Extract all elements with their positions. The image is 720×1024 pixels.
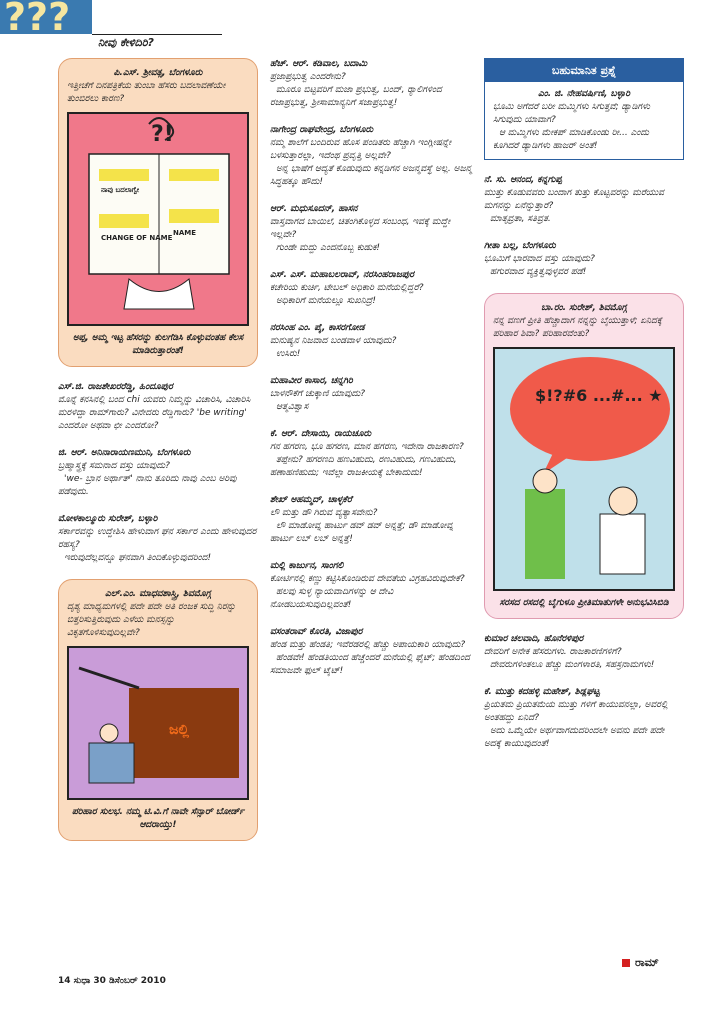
- question: ಕಚೇರಿಯ ಕುರ್ಚಿ, ಟೇಬಲ್ ಅಧಿಕಾರಿ ಮನೆಯಲ್ಲಿದ್ದರೆ?: [270, 283, 424, 293]
- question: ಹೆಂಡ ಮತ್ತು ಹೆಂಡತಿ; ಇವೆರಡರಲ್ಲಿ ಹೆಚ್ಚು ಅಪಾಯಕಾರಿ ಯಾವುದು?: [270, 640, 466, 650]
- qa-item: [58, 381, 258, 433]
- answer: ಅದು ಒಮ್ಮೆಯೇ ಅರ್ಥವಾಗದುದರಿಂದಲೇ ಅವನು ಪದೇ ಪದೇ ಅದಕ್ಕೆ ಕಾಯುವುದಂತೆ!: [484, 726, 665, 749]
- answer: ದೇವರುಗಳಿಂತಲೂ ಹೆಚ್ಚು ಮಂಗಳಾರತಿ, ಸಹಸ್ರನಾಮಗಳು!: [490, 660, 655, 670]
- paper-line-3: NAME: [173, 229, 197, 237]
- asker-name: ಎಸ್.ಜಿ. ರಾಜಶೇಖರರೆಡ್ಡಿ, ಹಿಂದೂಪುರ: [58, 382, 173, 392]
- qa-item: [484, 174, 684, 226]
- tv-label: ಜಲ್ಲಿ: [169, 722, 189, 738]
- featured-body: [485, 82, 683, 159]
- question-box-2: [58, 579, 258, 841]
- answer: ಹೆಂಡವೇ! ಹೆಂಡತಿಯಿಂದ ಹೆಚ್ಚೆಂದರೆ ಮನೆಯಲ್ಲಿ ಫೈಟ್; ಹೆಂಡದಿಂದ ಸಮಾಜವೇ ಫುಲ್ ಟೈಟ್!: [270, 653, 470, 676]
- qa-item: [270, 494, 475, 546]
- asker-name: ಶೇಖ್ ಅಹಮ್ಮದ್, ಚಾಳ್ಳಕೆರೆ: [270, 495, 353, 505]
- question: ಸರ್ಕಾರವನ್ನು ಉದ್ದೇಶಿಸಿ ಹೇಳುವಾಗ ಘನ ಸರ್ಕಾರ ಎಂದು ಹೇಳುವುದರ ರಹಸ್ಯ?: [58, 527, 257, 550]
- qa-item: [270, 428, 475, 480]
- qa-item: [270, 375, 475, 414]
- answer: ಆ ಮಮ್ಮಿಗಳು ಮೇಕಪ್ ಮಾಡಿಕೊಂಡು ರೀ... ಎಂದು ಕೂಗಿದರೆ ಡ್ಯಾಡಿಗಳು ಹಾಜರ್ ಅಂತೆ!: [493, 128, 650, 151]
- qa-item: [270, 124, 475, 189]
- asker-name: ಎಸ್. ಎಸ್. ಮಹಾಬಲರಾವ್, ನರಸಿಂಹರಾಜಪುರ: [270, 270, 414, 280]
- column-1: [58, 58, 258, 855]
- answer: ಮೂರೂ ಬಿಟ್ಟವರಿಗೆ ಮಜಾ ಪ್ರಭುತ್ವ, ಬಂದ್, ರ‍್ಯಾಲಿಗಳಿಂದ ರಜಾಪ್ರಭುತ್ವ, ಶ್ರೀಸಾಮಾನ್ಯನಿಗೆ ಸಜಾಪ್ರಭುತ್ವ!: [270, 85, 442, 108]
- qa-item: [58, 447, 258, 499]
- couple-illustration: [495, 349, 675, 585]
- answer: ಹಗುರವಾದ ವ್ಯಕ್ತಿತ್ವವುಳ್ಳವರ ಪಡೆ!: [490, 267, 587, 277]
- question-box-3: [484, 293, 684, 619]
- question: ನನ್ನ ವಣಗೆ ಪ್ರೀತಿ ಹೆಚ್ಚಾದಾಗ ನನ್ನನ್ನು ಬೈಯುತ್ತಾಳೆ; ಏನಿದಕ್ಕೆ ಪರಿಹಾರ ಶಿವಾ? ಪರಿಹಾರವೆಂತು?: [493, 316, 663, 339]
- asker-name: ಎಂ. ಜಿ. ನೇಹವರ್ಷಿಣಿ, ಬಳ್ಳಾರಿ: [537, 89, 631, 99]
- asker-name: ನಾಗೇಂದ್ರ ರಾಘವೇಂದ್ರ, ಬೆಂಗಳೂರು: [270, 125, 374, 135]
- newspaper-cartoon: [67, 112, 249, 326]
- qa-item: [484, 686, 684, 751]
- tv-cartoon: [67, 646, 249, 800]
- asker-name: ವಸಂತರಾವ್ ಕೊರತಿ, ವಿಜಾಪುರ: [270, 627, 363, 637]
- answer: ಗುಂಡೇ ಮದ್ದು ಎಂದನೊಬ್ಬ ಕುಡುಕ!: [276, 243, 381, 253]
- answer: 'we- ಬ್ರಾನ ಅರ್ಥಾತ್' ನಾನು ತೂರಿದು ನಾವು ಎಂಬ ಅರಿವು ಪಡೆವುದು.: [58, 474, 237, 497]
- asker-name: ಎಲ್.ಎಂ. ಮಾಧವಶಾಸ್ತ್ರಿ, ಶಿವಮೊಗ್ಗ: [104, 589, 212, 599]
- asker-name: ಆರ್. ಮಧುಸೂದನ್, ಹಾಸನ: [270, 204, 358, 214]
- question: ಪ್ರಜಾಪ್ರಭುತ್ವ ಎಂದರೇನು?: [270, 72, 346, 82]
- asker-name: ಮಲ್ಲಿ ಕಾರ್ಜುನ, ಸಾಂಗಲಿ: [270, 561, 344, 571]
- question: ಮನುಷ್ಯನ ನಿಜವಾದ ಬಂಡವಾಳ ಯಾವುದು?: [270, 336, 397, 346]
- answer: ಇರುವುದೆಲ್ಲವನ್ನೂ ಘನವಾಗಿ ತಿಂದಿಕೊಳ್ಳುವುದರಿಂದ!: [64, 553, 212, 563]
- qa-item: [58, 513, 258, 565]
- qa-item: [270, 626, 475, 678]
- qa-item: [270, 58, 475, 110]
- caption: ಅಪ್ಪ, ಅಮ್ಮ ಇಟ್ಟ ಹೆಸರನ್ನು ಕುಲಗೆಡಿಸಿ ಕೊಳ್ಳುವಂತಹ ಕೆಲಸ ಮಾಡಿರುತ್ತಾರಂತೆ!: [72, 333, 244, 356]
- tv-illustration: [69, 648, 249, 794]
- qa-item: [270, 203, 475, 255]
- asker-name: ನರಸಿಂಹ ಎಂ. ಪೈ, ಕಾಸರಗೋಡ: [270, 323, 365, 333]
- asker-name: ಕುಮಾರ ಚಲವಾದಿ, ಹೊನೆರಳಿಪುರ: [484, 634, 584, 644]
- question: ಲೌ ಮತ್ತು ಡೌ ಗಿರುವ ವ್ಯತ್ಯಾಸವೇನು?: [270, 508, 378, 518]
- logo-marks: ???: [4, 0, 71, 34]
- question: ಇತ್ತೀಚೆಗೆ ದಿನಪತ್ರಿಕೆಯ ತುಂಬಾ ಹೆಸರು ಬದಲಾವಣೆಯೇ ತುಂಬಿರಲು ಕಾರಣ?: [67, 81, 226, 104]
- featured-question: [484, 58, 684, 160]
- asker-name: ಮೋಳಕಾಲ್ಮೂರು ಸುರೇಶ್, ಬಳ್ಳಾರಿ: [58, 514, 158, 524]
- qa-item: [270, 560, 475, 612]
- asker-name: ಕೆ. ಆರ್. ದೇಸಾಯಿ, ರಾಯಚೂರು: [270, 429, 372, 439]
- asker-name: ಗೀತಾ ಬಲ್ಲ, ಬೆಂಗಳೂರು: [484, 241, 556, 251]
- question-marks-logo: [0, 0, 92, 34]
- qa-item: [484, 633, 684, 672]
- asker-name: ಕೆ. ಮುತ್ತು ಕದಹಳ್ಳಿ ಮಹೇಶ್, ಶಿಡ್ಲಘಟ್ಟ: [484, 687, 600, 697]
- asker-name: ಮಹಾವೀರ ಕಾಸಾರ, ಚನ್ನಗಿರಿ: [270, 376, 353, 386]
- asker-name: ಜಿ. ಆರ್. ಅನಿನಾರಾಯಣಮುನಿ, ಬೆಂಗಳೂರು: [58, 448, 191, 458]
- couple-cartoon: [493, 347, 675, 591]
- question: ಭೂಮಿಗೆ ಭಾರವಾದ ವಸ್ತು ಯಾವುದು?: [484, 254, 595, 264]
- answer: ಅಧಿಕಾರಿಗೆ ಮನೆಯಲ್ಲೂ ಸುಖನಿದ್ರೆ!: [276, 296, 376, 306]
- answer: ಅನ್ನ ಭಾಷೆಗೆ ಆದ್ಯತೆ ಕೊಡುವುದು ಕನ್ನಡಿಗನ ಅಜನ್ಮವಸ್ಥೆ ಅಲ್ಲ. ಅಜನ್ಮ ಸಿದ್ಧಹಕ್ಕೂ ಹೌದು!: [270, 164, 472, 187]
- question: ಕೋರ್ಟಿನಲ್ಲಿ ಕಣ್ಣು ಕಟ್ಟಿಸಿಕೊಂಡಿರುವ ದೇವತೆಯ ವಿಗ್ರಹವಿರುವುದೇಕೆ?: [270, 574, 465, 584]
- column-2: [270, 58, 475, 692]
- question: ಬಾಳನೌಕೆಗೆ ಚುಕ್ಕಾಣಿ ಯಾವುದು?: [270, 389, 365, 399]
- answer: ಆತ್ಮವಿಶ್ವಾಸ: [276, 402, 309, 412]
- question: ದೇವರಿಗೆ ಅನೇಕ ಹೆಸರುಗಳು. ರಾಜಕಾರಣಿಗಳಿಗೆ?: [484, 647, 622, 657]
- answer: ಲೌ ಮಾಡೋವ್ನ ಹಾರ್ಟು ಡವ್ ಡವ್ ಅನ್ನತ್ತೆ; ಡೌ ಮಾಡೋವ್ನ ಹಾರ್ಟು ಲಬ್ ಲಬ್ ಅನ್ನತ್ತೆ!: [270, 521, 454, 544]
- header-rule: [92, 34, 222, 35]
- asker-name: ನೆ. ಸು. ಆನಂದ, ಕನ್ನಗುಪ್ಪ: [484, 175, 562, 185]
- question: ಗನ ಹಗರಣ, ಭೂ ಹಗರಣ, ಮಾನ ಹಗರಣ, ಇದೇನಾ ರಾಜಕಾರಣ?: [270, 442, 464, 452]
- featured-heading: ಬಹುಮಾನಿತ ಪ್ರಶ್ನೆ: [485, 59, 683, 82]
- qa-item: [270, 269, 475, 308]
- asker-name: ಪಿ.ಎಸ್. ಶ್ರೀವತ್ಸ, ಬೆಂಗಳೂರು: [113, 68, 203, 78]
- speech-bubble-shape: [510, 357, 670, 461]
- qa-item: [270, 322, 475, 361]
- question: ಮೊನ್ನೆ ಕನಸಿನಲ್ಲಿ ಬಂದ chi ಯವರು ನಿಮ್ಮನ್ನು ವಿಚಾರಿಸಿ, ವಿಚಾರಿಸಿ ಮರಳಿದ್ದಾ ರಾಮ್‌ಗಾರು? ವಿನೇದರು ರೆಡ್ಡಿಗಾರು? 'be writing' ಎಂದರೋ ಅಥವಾ ಛೀ ಎಂದರೋ?: [58, 395, 251, 431]
- page-footer: 14 ಸುಧಾ 30 ಡಿಸೆಂಬರ್ 2010: [58, 976, 166, 986]
- question: ದೃಶ್ಯ ಮಾಧ್ಯಮಗಳಲ್ಲಿ ಪದೇ ಪದೇ ಅತಿ ರಂಜಕ ಸುದ್ದಿ ನಿರನ್ನು ಬಿತ್ತರಿಸುತ್ತಿರುವುದು ಎಳೆಯ ಮನಸ್ಸನ್ನು ವಿಕೃತಗೊಳಿಸುವುದಿಲ್ಲವೇ?: [67, 602, 236, 638]
- question-box-1: [58, 58, 258, 367]
- qa-item: [484, 240, 684, 279]
- question: ಮುತ್ತು ಕೊಡುವವರು ಬಂದಾಗ ತುತ್ತು ಕೊಟ್ಟವರನ್ನು ಮರೆಯುವ ಮಗನನ್ನು ಏನೆನ್ನುತ್ತಾರೆ?: [484, 188, 664, 211]
- question: ಭೂಮಿ ಅಗೆದರೆ ಬರೀ ಮಮ್ಮಿಗಳು ಸಿಗುತ್ತವೆ; ಡ್ಯಾಡಿಗಳು ಸಿಗುವುದು ಯಾವಾಗ?: [493, 102, 650, 125]
- bubble-text: $!?#6 ...#... ★: [535, 386, 663, 405]
- question: ನಮ್ಮ ಶಾಲೆಗೆ ಬಂದಿರುವ ಹೊಸ ಪಂಡಿತರು ಹೆಚ್ಚಾಗಿ ಇಂಗ್ಲೀಷನ್ನೇ ಬಳಸುತ್ತಾರಲ್ಲಾ, ಇದೆಂಥ ಪ್ರವೃತ್ತಿ ಅಲ್ಲವೇ?: [270, 138, 452, 161]
- asker-name: ಹೆಚ್. ಆರ್. ಕಡಿವಾಲ, ಬದಾಮಿ: [270, 59, 368, 69]
- answer: ತಪ್ಪೇನು? ಹಗರಣದಿ ಹಣವಿಹುದು, ರಣವಿಹುದು, ಗಣವಿಹುದು, ಹಣಾಹಣಿಹುದು; ಇವೆಲ್ಲಾ ರಾಜಕೀಯಕ್ಕೆ ಬೇಕಾದುದು!: [270, 455, 457, 478]
- author-signature: [622, 956, 659, 970]
- answer: ಮಾತೃವ್ರತಾ, ಸತಿವ್ರತ.: [490, 214, 551, 224]
- signature-text: ರಾಮ್: [635, 956, 659, 969]
- question: ಬ್ರಹ್ಮಾಸ್ತ್ರಕ್ಕೆ ಸಮನಾದ ವಸ್ತು ಯಾವುದು?: [58, 461, 170, 471]
- red-square-icon: [622, 959, 630, 967]
- paper-line-2: CHANGE OF NAME: [101, 234, 173, 242]
- answer: ಉಸಿರು!: [276, 349, 301, 359]
- section-title: ನೀವು ಕೇಳಿದಿರಿ?: [98, 36, 154, 49]
- caption: ಪರಿಹಾರ ಸುಲಭ. ನಮ್ಮ ಟಿ.ವಿ.ಗೆ ನಾವೇ ಸೆನ್ಸಾರ್ ಬೋರ್ಡ್ ಆದರಾಯ್ತು!: [72, 807, 244, 830]
- caption: ಸರಸದ ರಸದಲ್ಲಿ ಬೈಗುಳೂ ಪ್ರೀತಿಮಾತುಗಳೇ ಅನುಭವಿಸಿಬಿಡಿ: [499, 598, 669, 608]
- asker-name: ಬಾ.ರಂ. ಸುರೇಶ್, ಶಿವಮೊಗ್ಗ: [541, 303, 627, 313]
- cartoon-marks: ?!: [151, 122, 174, 147]
- question: ಪ್ರಿಯತಮ ಪ್ರಿಯತಮೆಯ ಮುತ್ತು ಗಳಿಗೆ ಕಾಯುವನಲ್ಲಾ, ಅವರಲ್ಲಿ ಅಂತಹದ್ದು ಏನಿದೆ?: [484, 700, 668, 723]
- answer: ಹಲವು ಸುಳ್ಳ ನ್ಯಾಯವಾದಿಗಳನ್ನು ಆ ದೇವಿ ನೋಡಬಯಸುವುದಿಲ್ಲವಂತೆ!: [270, 587, 394, 610]
- column-3: [484, 58, 684, 765]
- paper-line-1: ನಾವು ಬದಲಾಗ್ವೇ: [101, 186, 140, 194]
- question: ವಾಸ್ತವಾಗದ ಬಾಯಿಲೆ, ಚಿತಂಗಿಕೊಳ್ಳದ ಸಂಬಂಧ, ಇವಕ್ಕೆ ಮದ್ದೇ ಇಲ್ಲವೇ?: [270, 217, 451, 240]
